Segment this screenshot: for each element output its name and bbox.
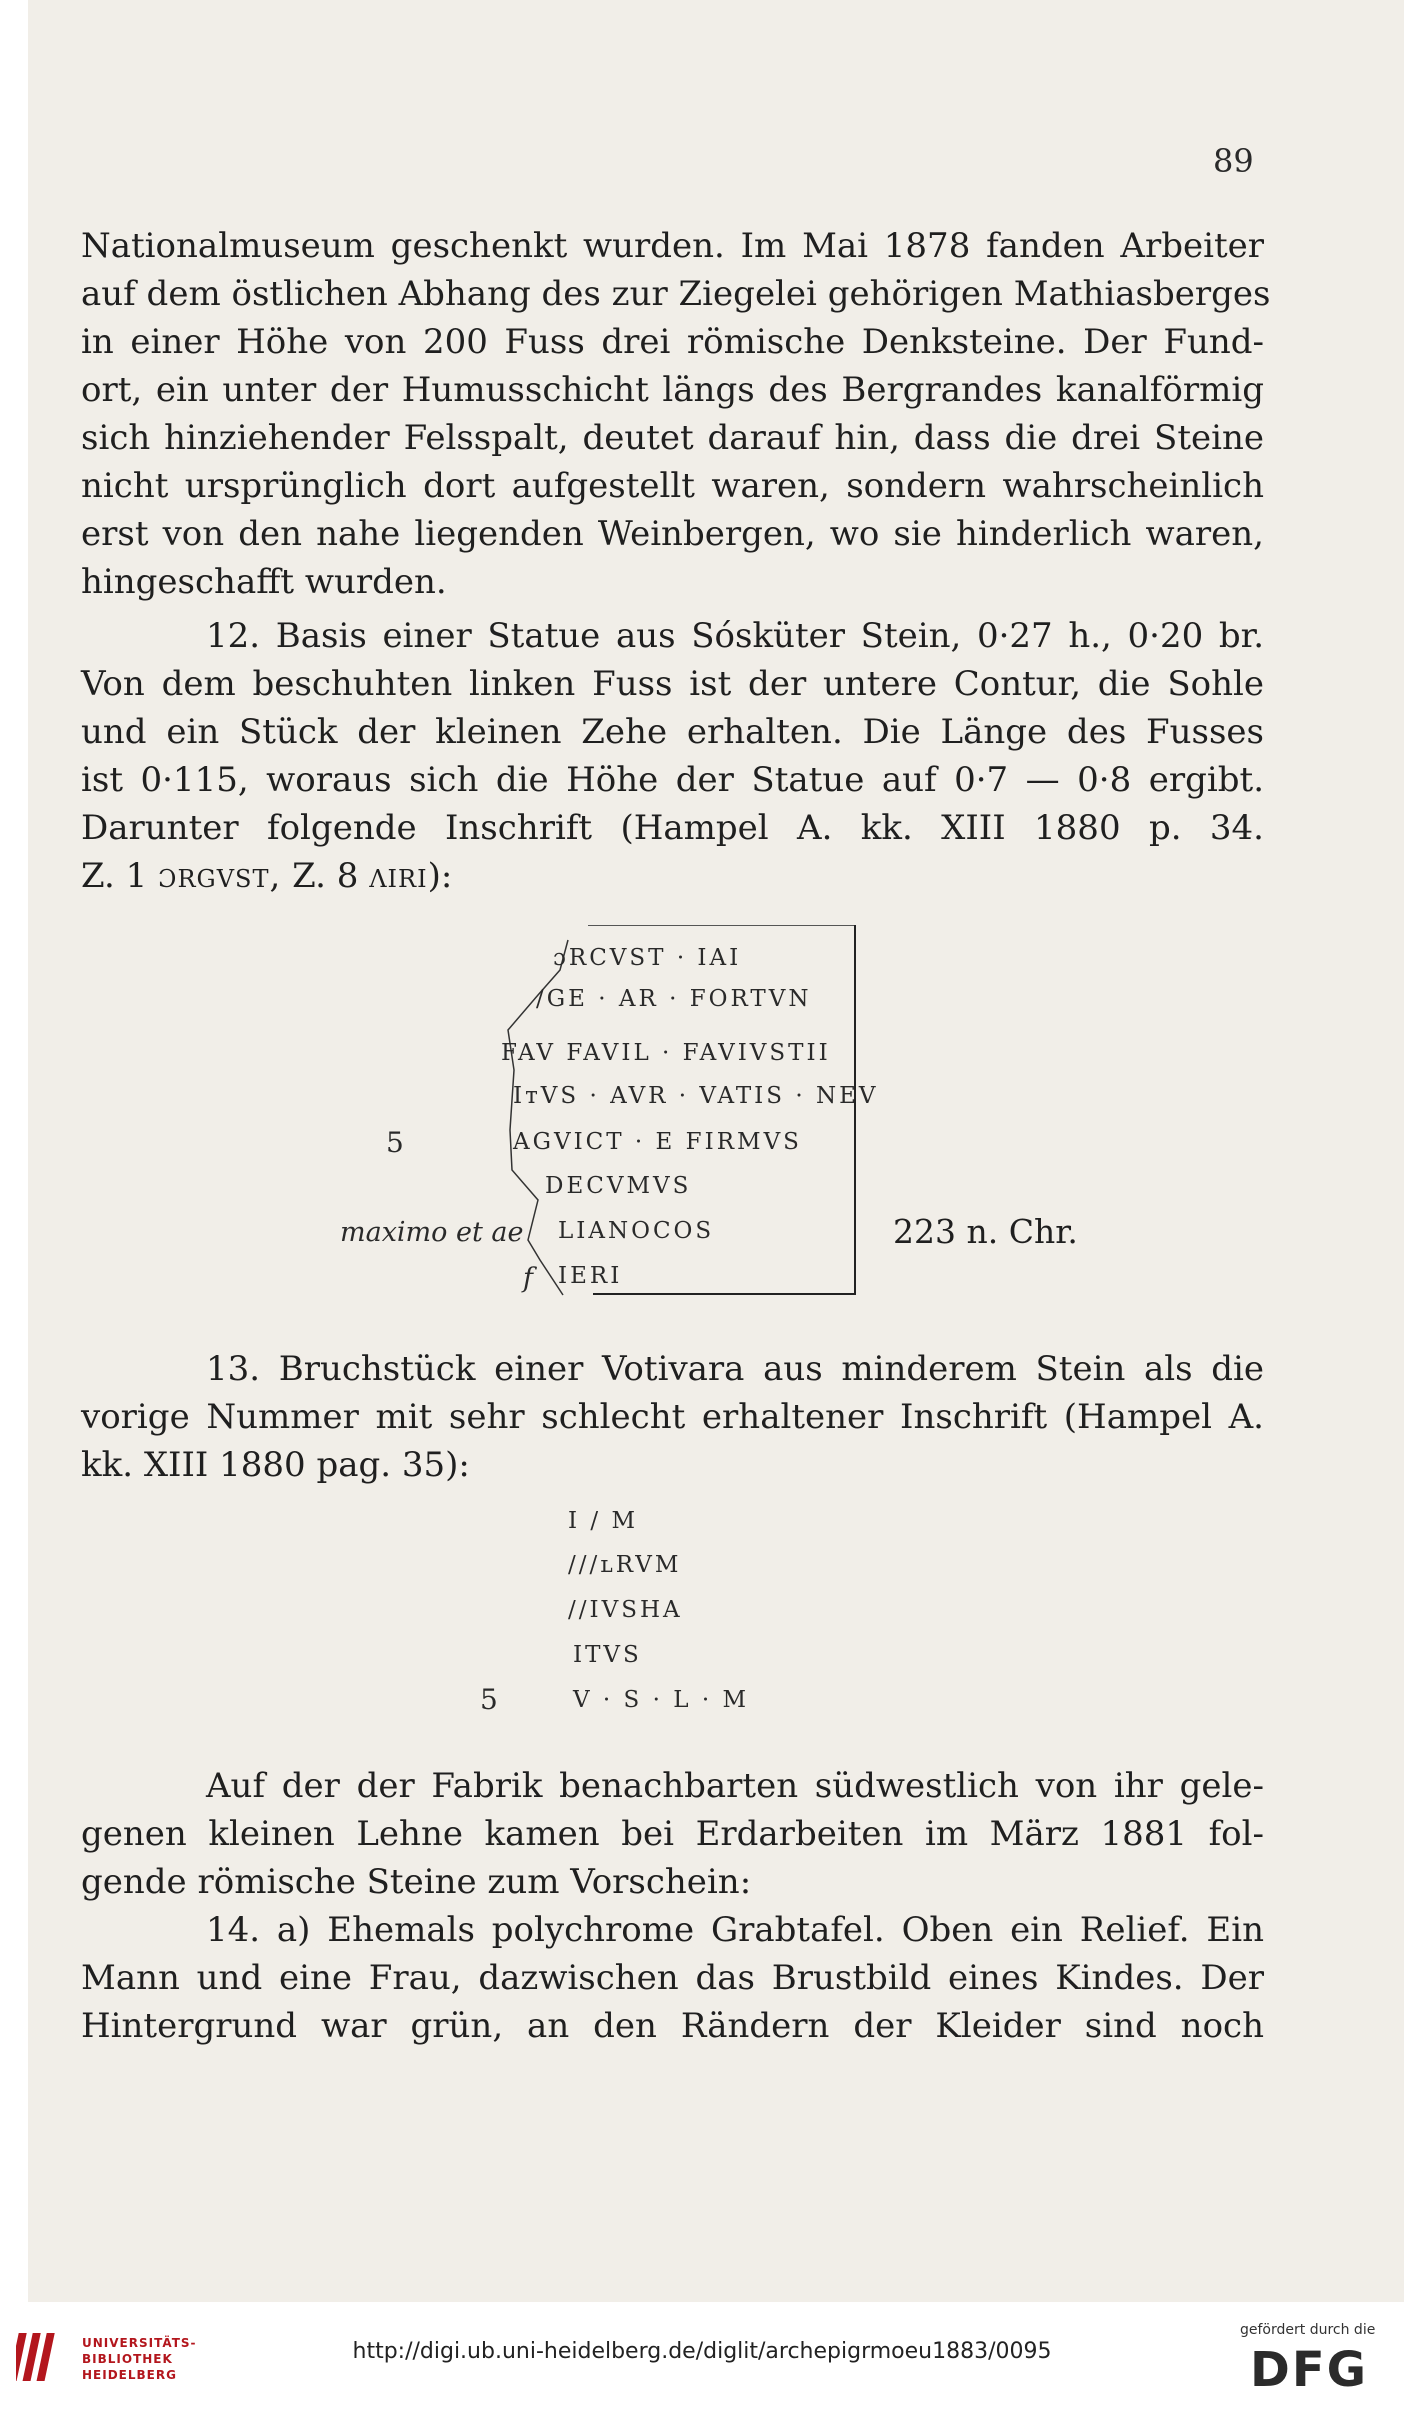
text-line: Auf der der Fabrik benachbarten südwestlich von ihr gele- xyxy=(206,1766,1264,1806)
text-line: Hintergrund war grün, an den Rändern der Kleider sind noch xyxy=(81,2006,1264,2046)
funding-note: gefördert durch die xyxy=(1240,2322,1376,2338)
text-line: in einer Höhe von 200 Fuss drei römische Denksteine. Der Fund- xyxy=(81,322,1264,362)
inscription-line: IERI xyxy=(558,1263,623,1289)
inscription-line: /GE · AR · FORTVN xyxy=(536,986,812,1012)
library-name-line: BIBLIOTHEK xyxy=(82,2352,173,2366)
inscription-line: ITVS xyxy=(573,1642,642,1668)
z-line-caps: ʌiri xyxy=(369,856,428,896)
text-line: ist 0·115, woraus sich die Höhe der Statue auf 0·7 — 0·8 ergibt. xyxy=(81,760,1264,800)
z-line-prefix: Z. 1 xyxy=(81,856,148,896)
text-line: erst von den nahe liegenden Weinbergen, wo sie hinderlich waren, xyxy=(81,514,1264,554)
footer xyxy=(0,2302,1404,2415)
z-line-mid: Z. 8 xyxy=(292,856,359,896)
text-line: kk. XIII 1880 pag. 35): xyxy=(81,1445,470,1485)
text-line: hingeschafft wurden. xyxy=(81,562,447,602)
inscription-line: ///ʟRVM xyxy=(568,1552,682,1578)
text-line: 13. Bruchstück einer Votivara aus minderem Stein als die xyxy=(206,1349,1264,1389)
z-line xyxy=(81,852,1264,900)
text-line: vorige Nummer mit sehr schlecht erhaltener Inschrift (Hampel A. xyxy=(81,1397,1264,1437)
inscription-frame-right xyxy=(854,925,856,1293)
z-line-suffix: ): xyxy=(427,856,453,896)
paragraph-findspot xyxy=(81,1762,1264,1906)
paragraph-1 xyxy=(81,222,1271,606)
inscription-date: 223 n. Chr. xyxy=(893,1212,1078,1251)
inscription-restoration: f xyxy=(523,1263,533,1294)
text-line: gende römische Steine zum Vorschein: xyxy=(81,1862,752,1902)
text-line: nicht ursprünglich dort aufgestellt waren, sondern wahrscheinlich xyxy=(81,466,1264,506)
inscription-line: FAV FAVIL · FAVIVSTII xyxy=(501,1040,831,1066)
scanned-page xyxy=(28,0,1404,2302)
inscription-line: V · S · L · M xyxy=(573,1687,749,1713)
paragraph-item-14 xyxy=(81,1906,1264,2050)
inscription-frame-bottom xyxy=(593,1293,856,1295)
text-line: auf dem östlichen Abhang des zur Ziegelei gehörigen Mathiasberges xyxy=(81,274,1271,314)
text-line: genen kleinen Lehne kamen bei Erdarbeiten im März 1881 fol- xyxy=(81,1814,1264,1854)
text-line: und ein Stück der kleinen Zehe erhalten. Die Länge des Fusses xyxy=(81,712,1264,752)
library-name-line: HEIDELBERG xyxy=(82,2368,177,2382)
z-line-caps: ɔrgvst, xyxy=(158,856,282,896)
inscription-line: IᴛVS · AVR · VATIS · NEV xyxy=(513,1083,879,1109)
inscription-line: //IVSHA xyxy=(568,1597,683,1623)
inscription-line: ɔRCVST · IAI xyxy=(553,945,742,971)
text-line: ort, ein unter der Humusschicht längs des Bergrandes kanalförmig xyxy=(81,370,1264,410)
inscription-line: DECVMVS xyxy=(545,1173,692,1199)
text-line: Von dem beschuhten linken Fuss ist der untere Contur, die Sohle xyxy=(81,664,1264,704)
text-line: Darunter folgende Inschrift (Hampel A. kk. XIII 1880 p. 34. xyxy=(81,808,1264,848)
permalink-url[interactable]: http://digi.ub.uni-heidelberg.de/diglit/archepigrmoeu1883/0095 xyxy=(352,2339,1052,2364)
inscription-line: LIANOCOS xyxy=(558,1218,715,1244)
line-number: 5 xyxy=(386,1126,404,1159)
paragraph-item-12 xyxy=(81,612,1264,900)
inscription-restoration: maximo et ae xyxy=(340,1217,524,1248)
inscription-frame-top xyxy=(588,925,854,926)
text-line: 12. Basis einer Statue aus Sósküter Stein, 0·27 h., 0·20 br. xyxy=(206,616,1264,656)
inscription-line: AGVICT · E FIRMVS xyxy=(513,1129,802,1155)
text-line: Nationalmuseum geschenkt wurden. Im Mai 1878 fanden Arbeiter xyxy=(81,226,1264,266)
line-number: 5 xyxy=(480,1683,498,1716)
text-line: 14. a) Ehemals polychrome Grabtafel. Oben ein Relief. Ein xyxy=(206,1910,1264,1950)
paragraph-item-13 xyxy=(81,1345,1264,1489)
library-name-line: UNIVERSITÄTS- xyxy=(82,2336,197,2350)
text-line: Mann und eine Frau, dazwischen das Brustbild eines Kindes. Der xyxy=(81,1958,1264,1998)
inscription-line: I / M xyxy=(568,1508,639,1534)
page-number: 89 xyxy=(1213,142,1254,180)
dfg-logo: DFG xyxy=(1250,2342,1369,2398)
text-line: sich hinziehender Felsspalt, deutet darauf hin, dass die drei Steine xyxy=(81,418,1264,458)
